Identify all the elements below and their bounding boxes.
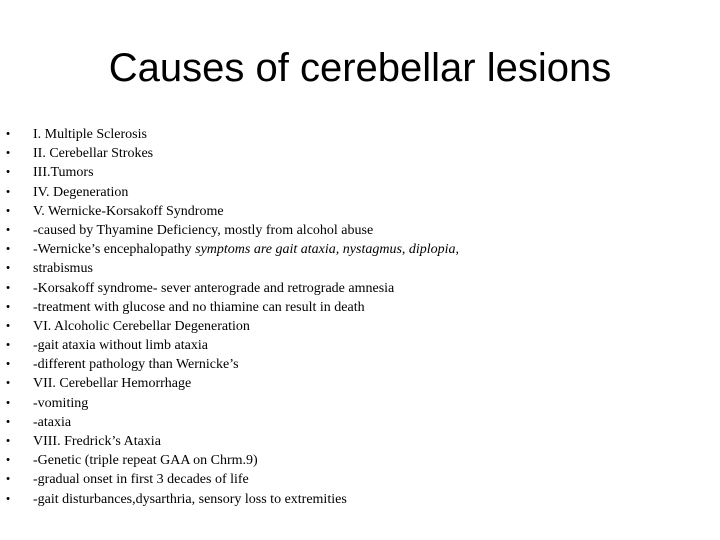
bullet-text: V. Wernicke-Korsakoff Syndrome	[33, 203, 224, 219]
bullet-icon: •	[6, 454, 10, 467]
bullet-text: VIII. Fredrick’s Ataxia	[33, 434, 161, 449]
bullet-text: -ataxia	[33, 414, 72, 430]
bullet-icon: •	[6, 396, 10, 409]
list-item	[0, 413, 720, 432]
bullet-icon: •	[6, 128, 10, 140]
bullet-text: -different pathology than Wernicke’s	[33, 357, 239, 373]
bullet-text-italic: symptoms are gait ataxia, nystagmus, diplopia,	[195, 242, 460, 258]
bullet-icon: •	[6, 435, 10, 447]
list-item	[0, 490, 720, 509]
bullet-icon: •	[6, 262, 10, 275]
list-item	[0, 298, 720, 317]
list-item	[0, 125, 720, 144]
bullet-icon: •	[6, 223, 10, 236]
list-item	[0, 183, 720, 202]
bullet-icon: •	[6, 415, 10, 428]
bullet-icon: •	[6, 281, 10, 294]
slide-title: Causes of cerebellar lesions	[108, 46, 612, 90]
list-item	[0, 202, 720, 221]
bullet-icon: •	[6, 147, 10, 160]
bullet-text: II. Cerebellar Strokes	[33, 146, 154, 162]
list-item	[0, 470, 720, 489]
list-item	[0, 432, 720, 451]
bullet-icon: •	[6, 492, 10, 505]
bullet-icon: •	[6, 300, 10, 313]
bullet-icon: •	[6, 473, 10, 486]
bullet-text: strabismus	[33, 261, 93, 277]
bullet-text: IV. Degeneration	[33, 184, 129, 200]
list-item	[0, 336, 720, 355]
list-item	[0, 163, 720, 182]
bullet-icon: •	[6, 166, 10, 179]
list-item	[0, 240, 720, 259]
bullet-text: -gait disturbances,dysarthria, sensory loss to extremities	[33, 491, 347, 507]
list-item	[0, 355, 720, 374]
list-item	[0, 317, 720, 336]
bullet-text: VII. Cerebellar Hemorrhage	[33, 376, 192, 392]
bullet-text: -gradual onset in first 3 decades of life	[33, 472, 249, 488]
bullet-icon: •	[6, 185, 10, 198]
bullet-icon: •	[6, 339, 10, 352]
bullet-text-plain: -Wernicke’s encephalopathy	[33, 242, 196, 258]
list-item	[0, 144, 720, 163]
list-item	[0, 394, 720, 413]
bullet-text: -treatment with glucose and no thiamine can result in death	[33, 299, 365, 315]
list-item	[0, 451, 720, 470]
bullet-text: -Korsakoff syndrome- sever anterograde and retrograde amnesia	[33, 280, 395, 296]
list-item	[0, 374, 720, 393]
bullet-text: -vomiting	[33, 395, 89, 411]
list-item	[0, 259, 720, 278]
bullet-text	[33, 240, 459, 259]
bullet-text: -Genetic (triple repeat GAA on Chrm.9)	[33, 453, 258, 469]
bullet-text: VI. Alcoholic Cerebellar Degeneration	[33, 318, 250, 334]
bullet-icon: •	[6, 358, 10, 371]
bullet-icon: •	[6, 377, 10, 390]
bullet-text: I. Multiple Sclerosis	[33, 127, 147, 142]
bullet-list	[0, 125, 720, 509]
bullet-icon: •	[6, 319, 10, 332]
bullet-text: -caused by Thyamine Deficiency, mostly from alcohol abuse	[33, 222, 374, 238]
list-item	[0, 221, 720, 240]
bullet-text: III.Tumors	[33, 165, 94, 181]
bullet-icon: •	[6, 243, 10, 256]
list-item	[0, 279, 720, 298]
bullet-text: -gait ataxia without limb ataxia	[33, 338, 208, 354]
bullet-icon: •	[6, 204, 10, 217]
